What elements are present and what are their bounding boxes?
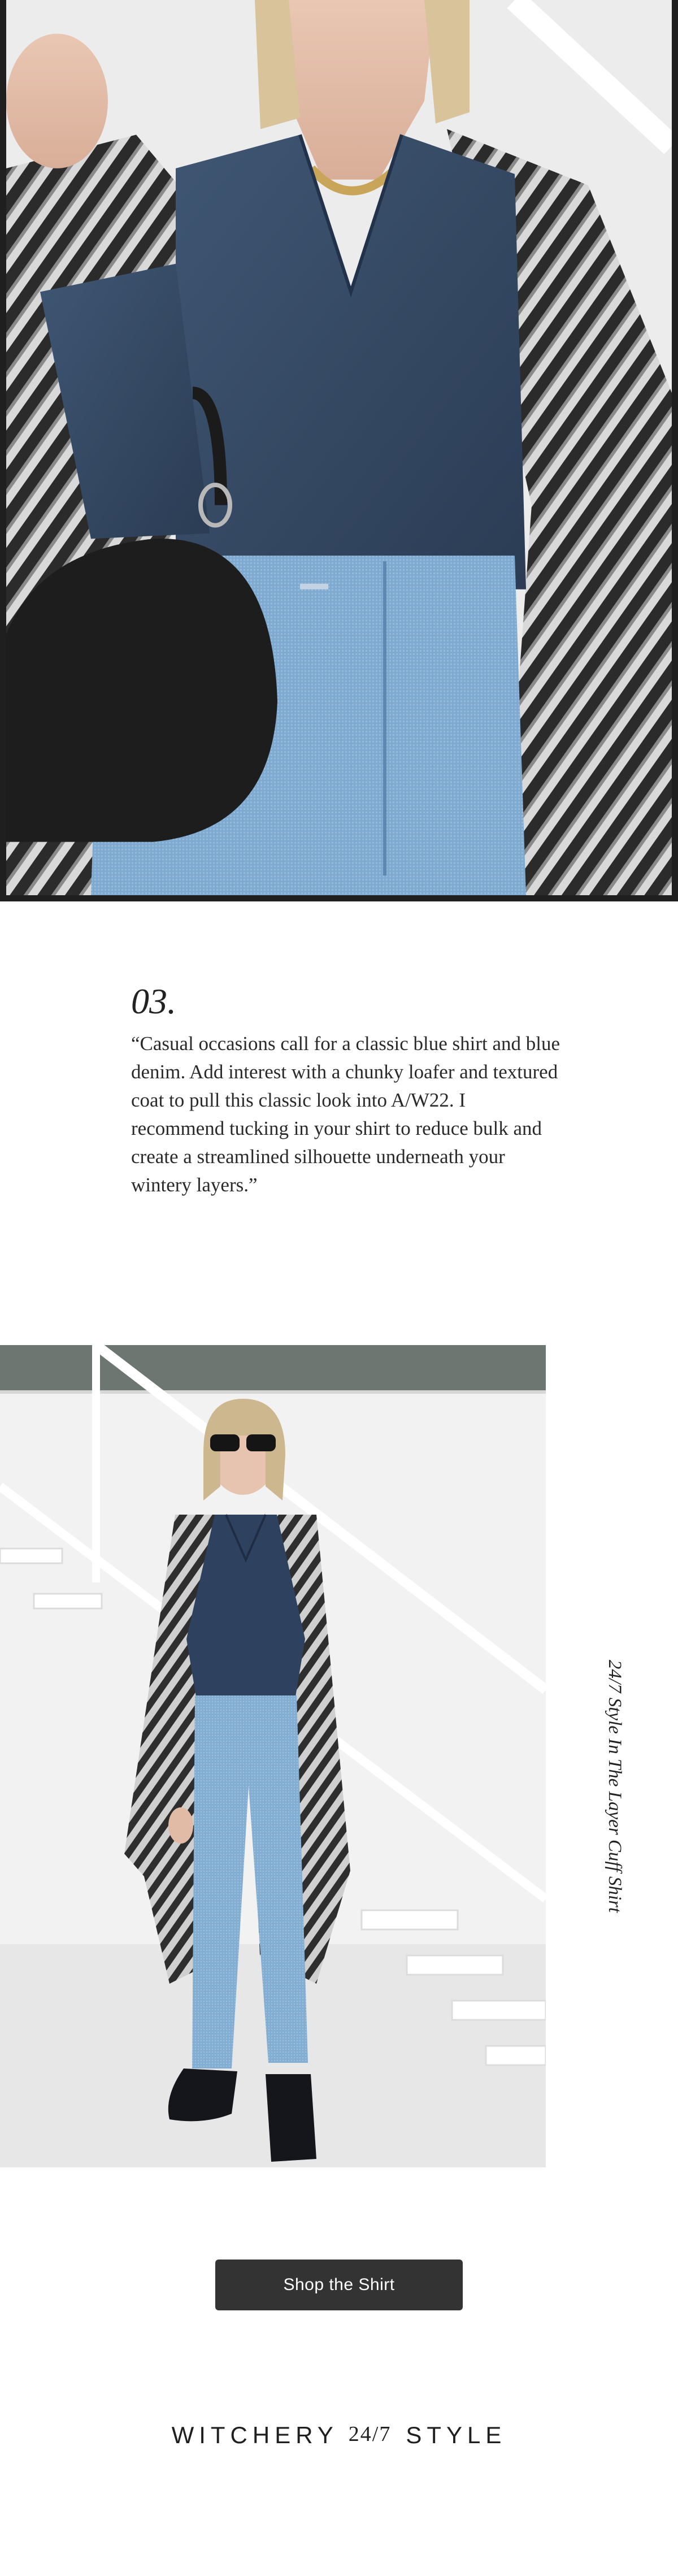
brand-mark: 24/7	[348, 2422, 392, 2446]
look-number: 03.	[131, 981, 176, 1021]
look-description	[131, 983, 560, 1199]
side-caption-text: 24/7 Style In The Layer Cuff Shirt	[605, 1659, 625, 1913]
outfit-photo	[0, 1345, 546, 2167]
outfit-photo-illustration	[0, 1345, 546, 2167]
shop-the-shirt-button[interactable]: Shop the Shirt	[215, 2260, 463, 2310]
hero-photo-illustration	[6, 0, 672, 895]
brand-name-left: WITCHERY	[171, 2422, 338, 2448]
brand-name-right: STYLE	[406, 2422, 507, 2448]
side-caption	[598, 1622, 631, 1950]
hero-photo	[0, 0, 678, 901]
brand-logo[interactable]	[0, 2422, 678, 2449]
look-quote: “Casual occasions call for a classic blue shirt and blue denim. Add interest with a chunky loafer and textured coat to pull this classic look into A/W22. I recommend tucking in your shirt to reduce bulk and create a streamlined silhouette underneath your wintery layers.”	[131, 1033, 560, 1196]
